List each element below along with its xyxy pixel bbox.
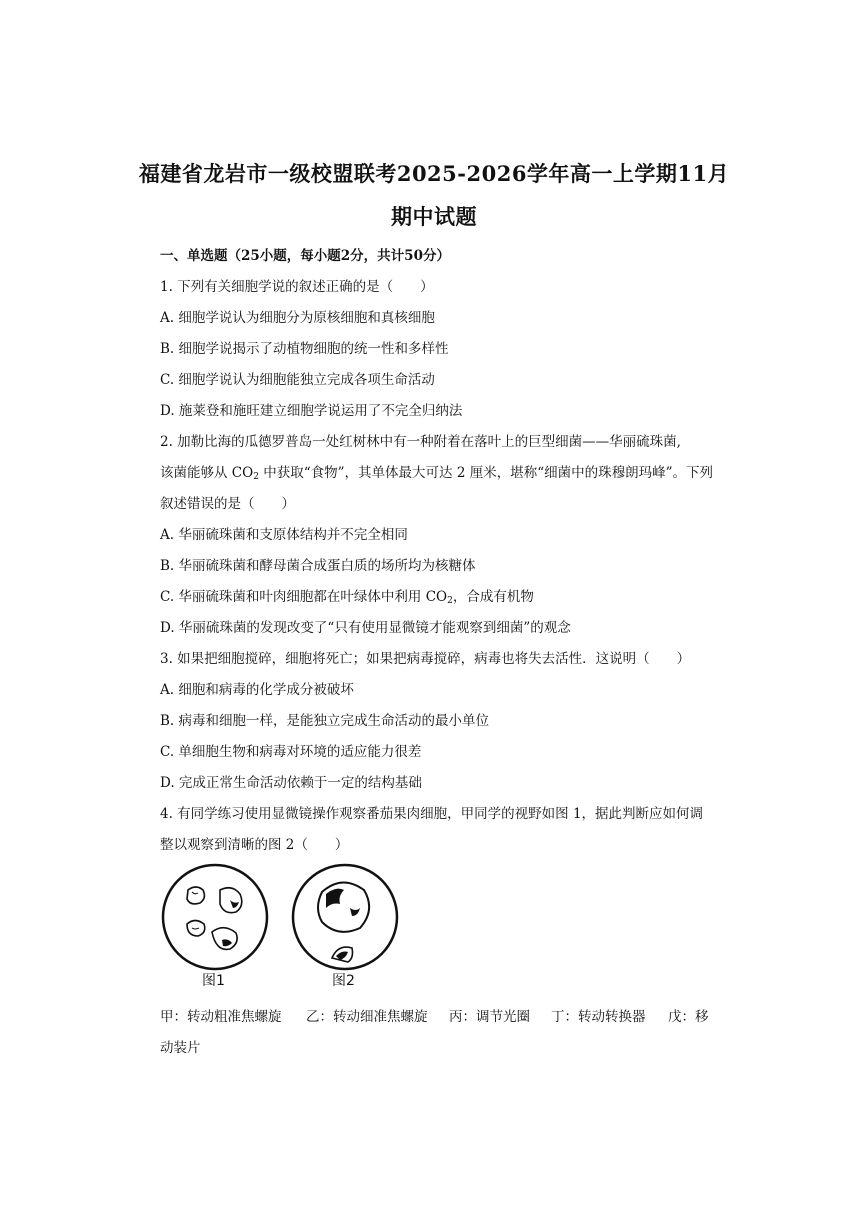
q2-option-c-subscript: 2 bbox=[447, 596, 453, 606]
q2-stem-line2 bbox=[160, 461, 713, 482]
q2-stem-line2-part1: 该菌能够从 CO bbox=[160, 465, 254, 481]
q2-option-c-part1: C. 华丽硫珠菌和叶肉细胞都在叶绿体中利用 CO bbox=[160, 589, 448, 605]
q2-stem-line2-part2: 中获取“食物”，其单体最大可达 2 厘米，堪称“细菌中的珠穆朗玛峰”。下列 bbox=[258, 465, 714, 481]
q4-op-jia: 甲：转动粗准焦螺旋 bbox=[160, 1009, 282, 1025]
section-heading: 一、单选题（25小题，每小题2分，共计50分） bbox=[160, 248, 450, 264]
q2-option-d: D. 华丽硫珠菌的发现改变了“只有使用显微镜才能观察到细菌”的观念 bbox=[160, 620, 571, 636]
fig1-label: 图1 bbox=[202, 973, 225, 989]
fig2-view bbox=[293, 865, 397, 969]
q4-op-bing: 丙：调节光圈 bbox=[449, 1009, 530, 1025]
q1-option-d: D. 施莱登和施旺建立细胞学说运用了不完全归纳法 bbox=[160, 403, 463, 419]
q1-option-a: A. 细胞学说认为细胞分为原核细胞和真核细胞 bbox=[160, 310, 435, 326]
q4-op-wu-continued: 动装片 bbox=[160, 1040, 201, 1056]
q3-stem: 3. 如果把细胞搅碎，细胞将死亡；如果把病毒搅碎，病毒也将失去活性．这说明（ ） bbox=[160, 651, 691, 667]
q2-stem-subscript: 2 bbox=[253, 472, 259, 482]
q4-op-yi: 乙：转动细准焦螺旋 bbox=[306, 1009, 428, 1025]
q1-option-c: C. 细胞学说认为细胞能独立完成各项生命活动 bbox=[160, 372, 435, 388]
microscope-figure bbox=[160, 862, 400, 992]
q4-op-ding: 丁：转动转换器 bbox=[551, 1009, 646, 1025]
q2-option-a: A. 华丽硫珠菌和支原体结构并不完全相同 bbox=[160, 527, 408, 543]
exam-title-line2: 期中试题 bbox=[391, 204, 477, 229]
q4-stem-line1: 4. 有同学练习使用显微镜操作观察番茄果肉细胞，甲同学的视野如图 1，据此判断应如何调 bbox=[160, 806, 704, 822]
q2-option-c bbox=[160, 585, 534, 606]
q4-stem-line2: 整以观察到清晰的图 2（ ） bbox=[160, 837, 349, 853]
q3-option-a: A. 细胞和病毒的化学成分被破坏 bbox=[160, 682, 354, 698]
exam-title-line1: 福建省龙岩市一级校盟联考2025-2026学年高一上学期11月 bbox=[138, 161, 730, 186]
fig1-view bbox=[163, 865, 267, 969]
q3-option-b: B. 病毒和细胞一样，是能独立完成生命活动的最小单位 bbox=[160, 713, 490, 729]
fig2-label: 图2 bbox=[332, 973, 355, 989]
q4-op-wu: 戊：移 bbox=[668, 1009, 709, 1025]
q1-option-b: B. 细胞学说揭示了动植物细胞的统一性和多样性 bbox=[160, 341, 449, 357]
q2-option-b: B. 华丽硫珠菌和酵母菌合成蛋白质的场所均为核糖体 bbox=[160, 558, 476, 574]
q2-option-c-part2: ，合成有机物 bbox=[452, 589, 534, 605]
q3-option-d: D. 完成正常生命活动依赖于一定的结构基础 bbox=[160, 775, 422, 791]
microscope-views-image bbox=[160, 862, 400, 972]
q2-stem-line3: 叙述错误的是（ ） bbox=[160, 496, 295, 512]
q1-stem: 1. 下列有关细胞学说的叙述正确的是（ ） bbox=[160, 279, 434, 295]
q2-stem-line1: 2. 加勒比海的瓜德罗普岛一处红树林中有一种附着在落叶上的巨型细菌——华丽硫珠菌, bbox=[160, 434, 681, 450]
q3-option-c: C. 单细胞生物和病毒对环境的适应能力很差 bbox=[160, 744, 422, 760]
